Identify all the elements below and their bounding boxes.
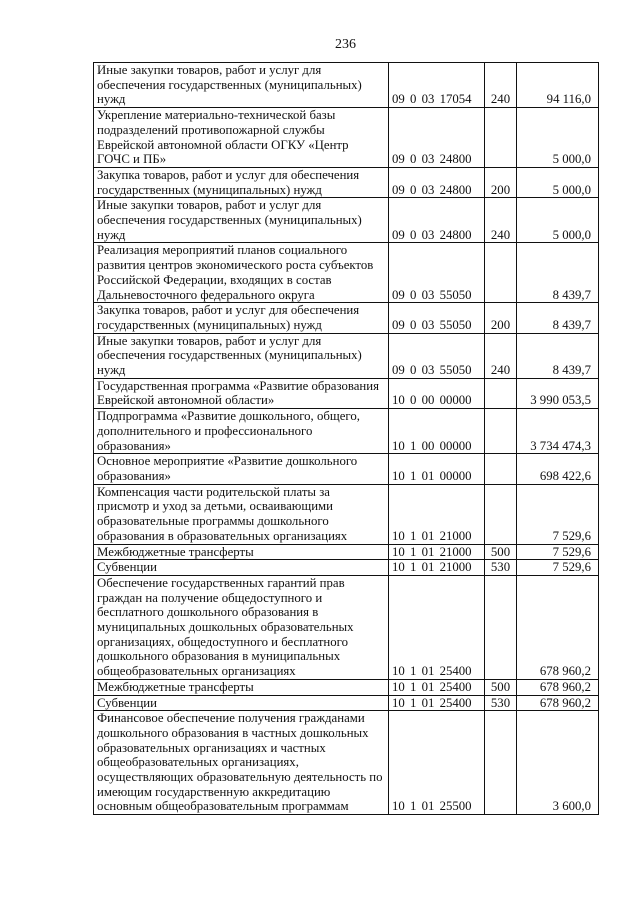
row-description xyxy=(94,378,389,408)
description-line: дошкольного образования в частных дошкольных xyxy=(97,725,369,740)
row-amount: 8 439,7 xyxy=(517,243,599,303)
row-expense-type xyxy=(485,575,517,679)
table-row xyxy=(94,167,599,197)
row-description xyxy=(94,711,389,815)
row-expense-type: 200 xyxy=(485,303,517,333)
row-code: 10 1 01 00000 xyxy=(389,454,485,484)
description-line: Компенсация части родительской платы за xyxy=(97,484,330,499)
row-description xyxy=(94,108,389,168)
row-code: 10 1 01 21000 xyxy=(389,484,485,544)
description-line: государственных (муниципальных) нужд xyxy=(97,182,322,197)
description-line: Субвенции xyxy=(97,695,157,710)
description-line: Реализация мероприятий планов социального xyxy=(97,243,348,258)
table-row xyxy=(94,378,599,408)
row-description xyxy=(94,484,389,544)
description-line: дополнительного и профессионального xyxy=(97,423,313,438)
description-line: муниципальных дошкольных образовательных xyxy=(97,620,354,635)
table-row xyxy=(94,679,599,695)
description-line: общеобразовательных организациях, xyxy=(97,755,299,770)
budget-table xyxy=(93,62,599,815)
description-line: Еврейской автономной области» xyxy=(97,393,275,408)
row-description xyxy=(94,560,389,576)
row-amount: 3 990 053,5 xyxy=(517,378,599,408)
row-expense-type: 500 xyxy=(485,679,517,695)
row-expense-type: 200 xyxy=(485,167,517,197)
row-expense-type xyxy=(485,484,517,544)
row-amount: 7 529,6 xyxy=(517,544,599,560)
description-line: имеющим государственную аккредитацию xyxy=(97,784,331,799)
description-line: дошкольного образования в муниципальных xyxy=(97,649,341,664)
row-code: 10 0 00 00000 xyxy=(389,378,485,408)
description-line: общеобразовательных организациях xyxy=(97,664,296,679)
row-expense-type xyxy=(485,409,517,454)
description-line: обеспечения государственных (муниципальных) xyxy=(97,213,362,228)
row-amount: 5 000,0 xyxy=(517,198,599,243)
row-amount: 5 000,0 xyxy=(517,167,599,197)
description-line: образования в образовательных организациях xyxy=(97,528,348,543)
row-code: 10 1 00 00000 xyxy=(389,409,485,454)
table-row xyxy=(94,108,599,168)
row-description xyxy=(94,544,389,560)
description-line: Подпрограмма «Развитие дошкольного, общего, xyxy=(97,409,360,424)
row-code: 09 0 03 55050 xyxy=(389,303,485,333)
description-line: осуществляющих образовательную деятельность по xyxy=(97,770,383,785)
row-code: 10 1 01 25400 xyxy=(389,695,485,711)
table-row xyxy=(94,198,599,243)
row-amount: 698 422,6 xyxy=(517,454,599,484)
description-line: организациях, общедоступного и бесплатного xyxy=(97,634,348,649)
row-code: 10 1 01 25400 xyxy=(389,575,485,679)
description-line: Межбюджетные трансферты xyxy=(97,544,254,559)
row-amount: 7 529,6 xyxy=(517,560,599,576)
row-amount: 678 960,2 xyxy=(517,575,599,679)
description-line: нужд xyxy=(97,363,126,378)
description-line: Финансовое обеспечение получения гражданами xyxy=(97,711,365,726)
row-description xyxy=(94,679,389,695)
row-amount: 8 439,7 xyxy=(517,333,599,378)
description-line: Субвенции xyxy=(97,560,157,575)
description-line: обеспечения государственных (муниципальных) xyxy=(97,348,362,363)
description-line: присмотр и уход за детьми, осваивающими xyxy=(97,499,334,514)
description-line: Еврейской автономной области ОГКУ «Центр xyxy=(97,137,349,152)
row-amount: 678 960,2 xyxy=(517,679,599,695)
row-expense-type xyxy=(485,378,517,408)
description-line: ГОЧС и ПБ» xyxy=(97,152,167,167)
row-code: 09 0 03 24800 xyxy=(389,198,485,243)
row-code: 09 0 03 55050 xyxy=(389,243,485,303)
description-line: нужд xyxy=(97,227,126,242)
description-line: граждан на получение общедоступного и xyxy=(97,590,323,605)
table-row xyxy=(94,409,599,454)
table-row xyxy=(94,333,599,378)
table-row xyxy=(94,243,599,303)
row-amount: 7 529,6 xyxy=(517,484,599,544)
description-line: подразделений противопожарной службы xyxy=(97,122,325,137)
description-line: образования» xyxy=(97,438,171,453)
description-line: Иные закупки товаров, работ и услуг для xyxy=(97,198,322,213)
row-description xyxy=(94,63,389,108)
description-line: Государственная программа «Развитие образования xyxy=(97,378,379,393)
row-expense-type: 530 xyxy=(485,560,517,576)
table-row xyxy=(94,303,599,333)
row-expense-type xyxy=(485,454,517,484)
row-amount: 3 734 474,3 xyxy=(517,409,599,454)
row-description xyxy=(94,695,389,711)
row-amount: 5 000,0 xyxy=(517,108,599,168)
page-number: 236 xyxy=(335,37,356,52)
row-amount: 3 600,0 xyxy=(517,711,599,815)
description-line: Основное мероприятие «Развитие дошкольного xyxy=(97,454,358,469)
description-line: основным общеобразовательным программам xyxy=(97,799,349,814)
row-description xyxy=(94,454,389,484)
row-code: 10 1 01 21000 xyxy=(389,544,485,560)
row-expense-type: 240 xyxy=(485,63,517,108)
row-expense-type: 530 xyxy=(485,695,517,711)
description-line: государственных (муниципальных) нужд xyxy=(97,317,322,332)
table-row xyxy=(94,484,599,544)
description-line: Российской Федерации, входящих в состав xyxy=(97,272,332,287)
description-line: Обеспечение государственных гарантий прав xyxy=(97,575,345,590)
row-code: 10 1 01 25500 xyxy=(389,711,485,815)
description-line: Иные закупки товаров, работ и услуг для xyxy=(97,63,322,77)
description-line: нужд xyxy=(97,92,126,107)
table-row xyxy=(94,454,599,484)
row-amount: 8 439,7 xyxy=(517,303,599,333)
row-expense-type xyxy=(485,711,517,815)
row-code: 10 1 01 25400 xyxy=(389,679,485,695)
description-line: Закупка товаров, работ и услуг для обеспечения xyxy=(97,167,360,182)
row-expense-type xyxy=(485,108,517,168)
row-code: 09 0 03 17054 xyxy=(389,63,485,108)
budget-table-body xyxy=(94,63,599,815)
table-row xyxy=(94,695,599,711)
description-line: Межбюджетные трансферты xyxy=(97,679,254,694)
row-description xyxy=(94,333,389,378)
table-row xyxy=(94,560,599,576)
row-code: 10 1 01 21000 xyxy=(389,560,485,576)
table-row xyxy=(94,711,599,815)
row-code: 09 0 03 24800 xyxy=(389,167,485,197)
table-row xyxy=(94,544,599,560)
row-expense-type: 500 xyxy=(485,544,517,560)
description-line: обеспечения государственных (муниципальных) xyxy=(97,77,362,92)
row-amount: 678 960,2 xyxy=(517,695,599,711)
row-expense-type: 240 xyxy=(485,198,517,243)
row-description xyxy=(94,575,389,679)
table-row xyxy=(94,63,599,108)
description-line: Укрепление материально-технической базы xyxy=(97,108,336,123)
row-description xyxy=(94,198,389,243)
description-line: развития центров экономического роста субъектов xyxy=(97,258,374,273)
row-code: 09 0 03 24800 xyxy=(389,108,485,168)
row-code: 09 0 03 55050 xyxy=(389,333,485,378)
row-expense-type xyxy=(485,243,517,303)
description-line: Иные закупки товаров, работ и услуг для xyxy=(97,333,322,348)
row-amount: 94 116,0 xyxy=(517,63,599,108)
row-description xyxy=(94,303,389,333)
description-line: Закупка товаров, работ и услуг для обеспечения xyxy=(97,303,360,318)
description-line: образования» xyxy=(97,468,171,483)
description-line: образовательных организациях и частных xyxy=(97,740,326,755)
row-description xyxy=(94,243,389,303)
row-description xyxy=(94,409,389,454)
row-description xyxy=(94,167,389,197)
row-expense-type: 240 xyxy=(485,333,517,378)
table-row xyxy=(94,575,599,679)
description-line: Дальневосточного федерального округа xyxy=(97,287,315,302)
description-line: бесплатного дошкольного образования в xyxy=(97,605,319,620)
description-line: образовательные программы дошкольного xyxy=(97,514,329,529)
